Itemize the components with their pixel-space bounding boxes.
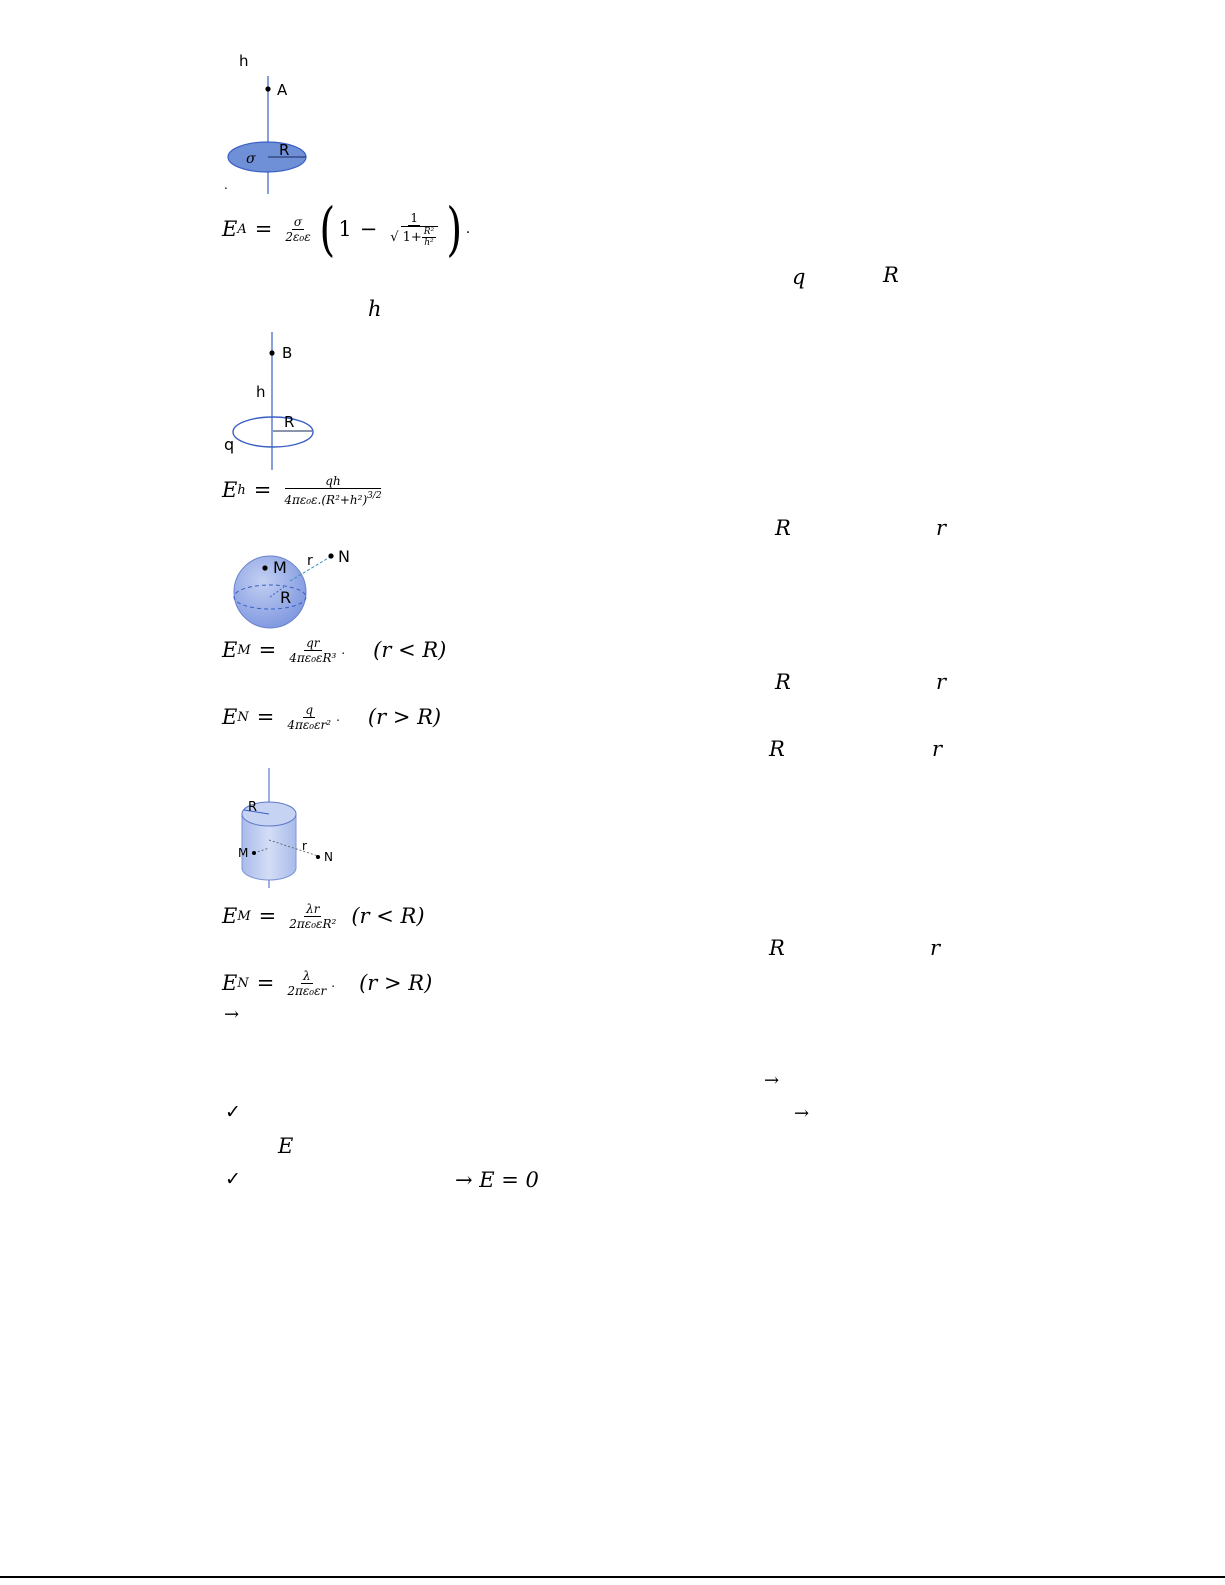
disk-label-h: h [239,52,249,70]
var-h-1: h [368,297,382,321]
ring-label-R: R [284,413,295,431]
disk-label-A: A [277,81,288,99]
charged-disk-figure [220,48,320,198]
disk-eq-coef: $\frac{\sigma}{\text{2ε₀ε}}$ [285,214,311,244]
cyl-label-r: r [302,839,307,853]
arrow-2: → [764,1070,780,1091]
sphere-label-M: M [273,558,287,577]
ring-shape [233,417,313,447]
charged-ring-figure [220,330,330,472]
cyl-label-M: M [238,846,249,860]
var-q-1: q [792,265,806,289]
disk-stray-dot: . [224,178,228,192]
page-bottom-rule [0,1576,1225,1578]
sphere-shape [234,556,306,628]
ring-label-B: B [282,344,293,362]
disk-field-equation: E A = $\frac{\sigma}{\text{2ε₀ε}}$ ( 1 − 1 √ 1+ $\frac{\text{R²}}{\text{h²}}$ ) . [222,195,471,263]
sphere-label-r: r [307,553,313,569]
check-2: ✓ [225,1168,241,1190]
check-1: ✓ [225,1101,241,1123]
point-B [269,350,274,355]
var-R-3: R [775,670,791,694]
disk-label-R: R [279,141,290,159]
var-R-5: R [769,936,785,960]
ring-label-q: q [224,435,235,454]
var-r-5: r [930,936,941,960]
point-N [328,553,333,558]
disk-eq-inner-frac: 1 √ 1+ $\frac{\text{R²}}{\text{h²}}$ [388,211,440,248]
cyl-label-R: R [248,800,258,815]
cyl-point-N [316,855,320,859]
var-R-2: R [775,516,791,540]
var-r-4: r [932,737,943,761]
var-R-4: R [769,737,785,761]
sphere-label-N: N [338,547,350,566]
sphere-field-inside-equation: E M = $\frac{qr}{\text{4πε₀εR³}}$ . (r < R) [222,635,447,665]
point-A [265,86,270,91]
sphere-field-outside-equation: E N = $\frac{q}{\text{4πε₀εr²}}$ . (r > R) [222,702,442,732]
cyl-label-N: N [324,850,333,864]
ring-field-equation: E h = $\frac{qh}{4\pi\varepsilon_0\varepsilon.(R^2+h^2)^{3/2}}$ [222,473,382,507]
charged-cylinder-figure [232,768,342,890]
cylinder-field-outside-equation: E N = $\frac{\lambda}{\text{2πε₀εr}}$ . (r > R) [222,968,433,998]
cyl-point-M [252,851,256,855]
sphere-label-R: R [280,588,292,607]
final-equation: → E = 0 [455,1168,539,1192]
arrow-3: → [794,1103,810,1124]
var-E: E [278,1134,294,1158]
cylinder-field-inside-equation: E M = $\frac{\lambda r}{\text{2πε₀εR²}}$ (r < R) [222,901,425,931]
disk-label-sigma: σ [246,151,256,167]
ring-label-h: h [256,383,266,401]
arrow-1: → [224,1004,240,1025]
var-r-3: r [936,670,947,694]
var-R-1: R [883,263,899,287]
var-r-2: r [936,516,947,540]
point-M [262,565,267,570]
disk-eq-lhs: E [222,217,238,241]
